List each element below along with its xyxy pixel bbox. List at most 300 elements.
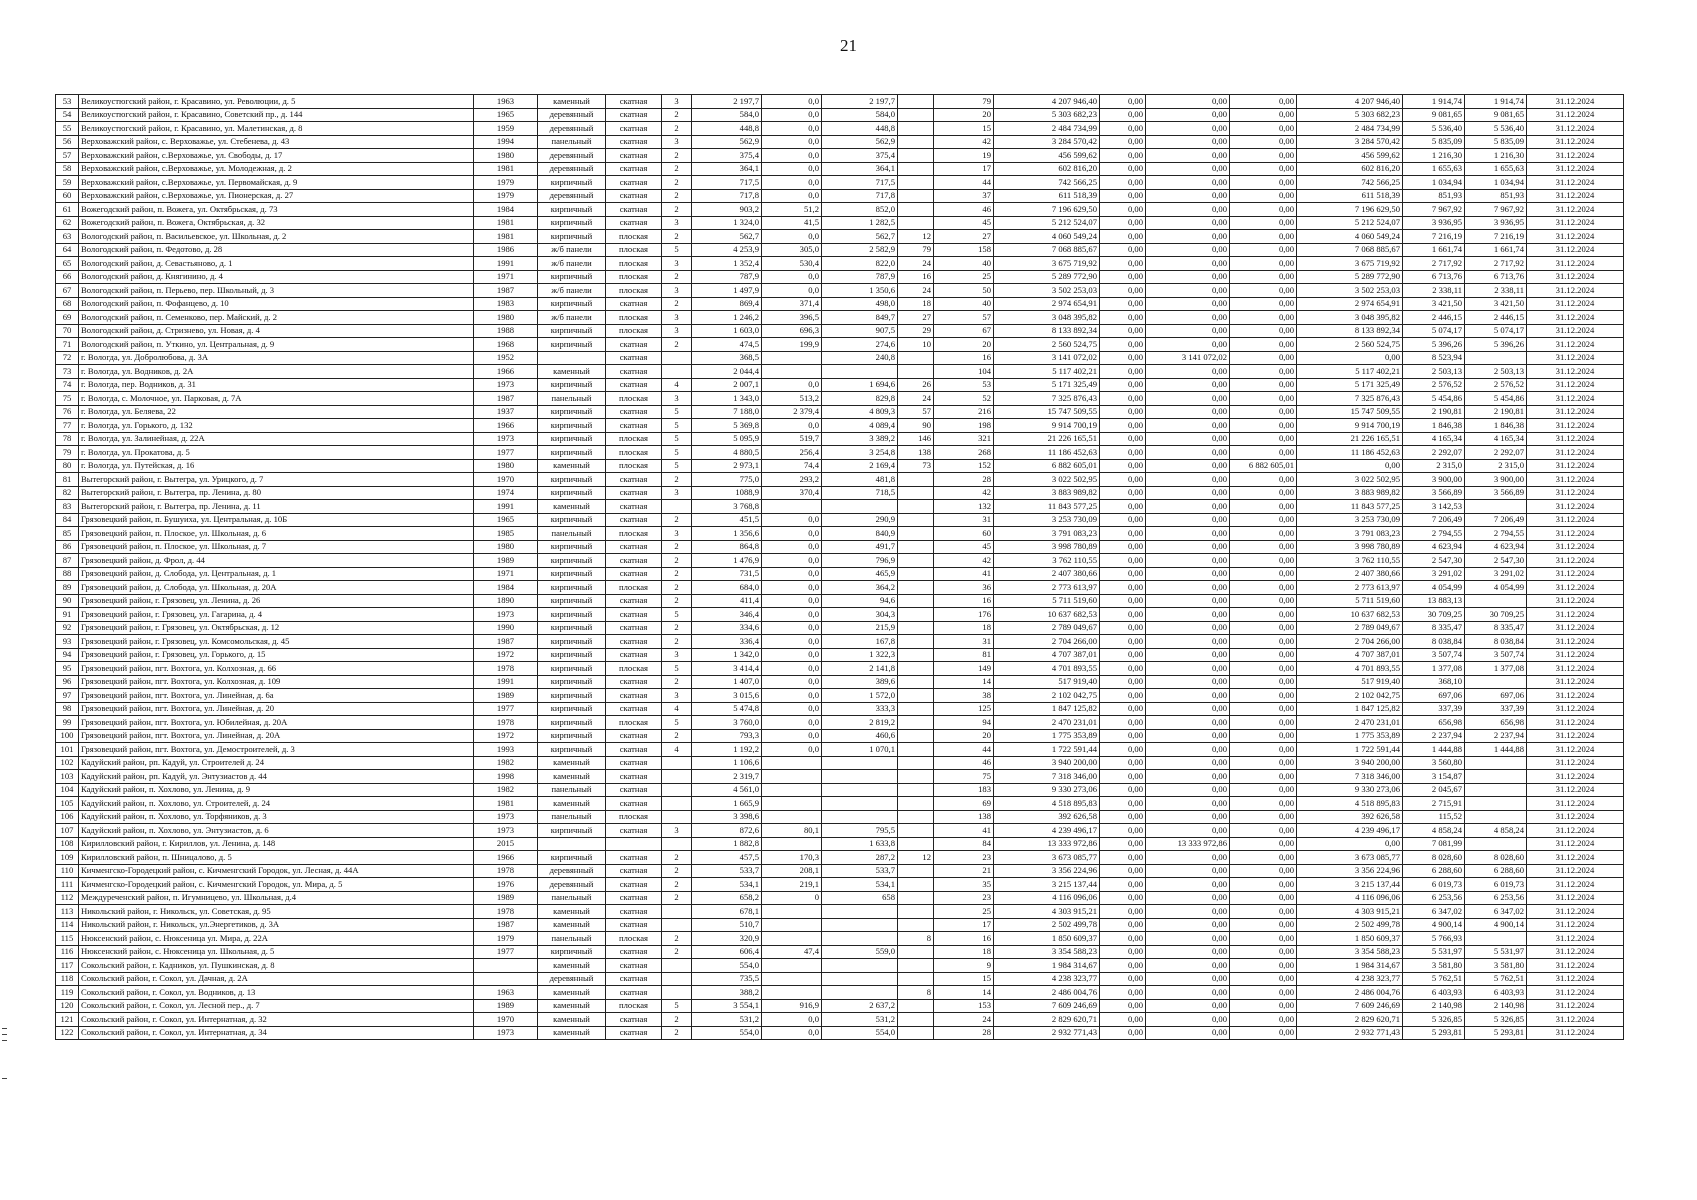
row-number-cell: 68	[56, 297, 79, 311]
table-row	[56, 689, 1624, 703]
residents-cell: 79	[934, 95, 994, 109]
residents-cell: 38	[934, 689, 994, 703]
residents-cell: 23	[934, 851, 994, 865]
wall-material-cell: каменный	[538, 959, 606, 973]
owner-funds-cell: 3 673 085,77	[1297, 851, 1403, 865]
address-cell: г. Вологда, пер. Водников, д. 31	[79, 378, 474, 392]
total-cost-cell: 456 599,62	[994, 149, 1100, 163]
residential-area-cell: 795,5	[822, 824, 898, 838]
address-cell: Кадуйский район, рп. Кадуй, ул. Энтузиастов д. 44	[79, 770, 474, 784]
completion-date-cell: 31.12.2024	[1527, 392, 1624, 406]
wall-material-cell: каменный	[538, 905, 606, 919]
owner-funds-cell: 7 068 885,67	[1297, 243, 1403, 257]
table-row	[56, 486, 1624, 500]
row-number-cell: 65	[56, 257, 79, 271]
address-cell: Вологодский район, п. Уткино, ул. Центральная, д. 9	[79, 338, 474, 352]
row-number-cell: 83	[56, 500, 79, 514]
limit-per-sqm-cell: 4 054,99	[1465, 581, 1527, 595]
completion-date-cell: 31.12.2024	[1527, 716, 1624, 730]
total-cost-cell: 2 407 380,66	[994, 567, 1100, 581]
apartments-cell	[898, 891, 934, 905]
nonresidential-area-cell: 370,4	[762, 486, 822, 500]
residents-cell: 183	[934, 783, 994, 797]
floors-cell: 2	[662, 621, 692, 635]
total-cost-cell: 2 502 499,78	[994, 918, 1100, 932]
floors-cell: 2	[662, 878, 692, 892]
completion-date-cell: 31.12.2024	[1527, 338, 1624, 352]
completion-date-cell: 31.12.2024	[1527, 257, 1624, 271]
address-cell: Великоустюгский район, г. Красавино, Советский пр., д. 144	[79, 108, 474, 122]
completion-date-cell: 31.12.2024	[1527, 594, 1624, 608]
local-funds-cell: 0,00	[1230, 405, 1297, 419]
roof-type-cell: скатная	[606, 405, 662, 419]
margin-mark	[2, 1078, 7, 1079]
apartments-cell	[898, 189, 934, 203]
limit-per-sqm-cell: 2 190,81	[1465, 405, 1527, 419]
roof-type-cell: скатная	[606, 743, 662, 757]
completion-date-cell: 31.12.2024	[1527, 486, 1624, 500]
nonresidential-area-cell	[762, 959, 822, 973]
address-cell: г. Вологда, ул. Горького, д. 132	[79, 419, 474, 433]
local-funds-cell: 0,00	[1230, 324, 1297, 338]
owner-funds-cell: 4 238 323,77	[1297, 972, 1403, 986]
cost-per-sqm-cell: 8 335,47	[1403, 621, 1465, 635]
cost-per-sqm-cell: 2 576,52	[1403, 378, 1465, 392]
row-number-cell: 108	[56, 837, 79, 851]
nonresidential-area-cell: 170,3	[762, 851, 822, 865]
completion-date-cell: 31.12.2024	[1527, 986, 1624, 1000]
residents-cell: 23	[934, 891, 994, 905]
local-funds-cell: 0,00	[1230, 567, 1297, 581]
total-area-cell: 3 414,4	[692, 662, 762, 676]
address-cell: Вологодский район, д. Княгинино, д. 4	[79, 270, 474, 284]
local-funds-cell: 0,00	[1230, 810, 1297, 824]
residents-cell: 36	[934, 581, 994, 595]
nonresidential-area-cell: 0,0	[762, 716, 822, 730]
residential-area-cell: 460,6	[822, 729, 898, 743]
year-built-cell: 1973	[474, 608, 538, 622]
table-row	[56, 135, 1624, 149]
address-cell: Вологодский район, п. Семенково, пер. Майский, д. 2	[79, 311, 474, 325]
total-area-cell: 448,8	[692, 122, 762, 136]
floors-cell: 3	[662, 824, 692, 838]
total-area-cell: 1 407,0	[692, 675, 762, 689]
table-row	[56, 567, 1624, 581]
apartments-cell	[898, 878, 934, 892]
roof-type-cell: скатная	[606, 864, 662, 878]
nonresidential-area-cell: 0,0	[762, 149, 822, 163]
nonresidential-area-cell: 0,0	[762, 230, 822, 244]
wall-material-cell: кирпичный	[538, 621, 606, 635]
regional-funds-cell: 0,00	[1146, 311, 1230, 325]
local-funds-cell: 0,00	[1230, 149, 1297, 163]
limit-per-sqm-cell: 3 900,00	[1465, 473, 1527, 487]
total-area-cell: 320,9	[692, 932, 762, 946]
regional-funds-cell: 0,00	[1146, 527, 1230, 541]
year-built-cell: 1974	[474, 486, 538, 500]
regional-funds-cell: 0,00	[1146, 189, 1230, 203]
row-number-cell: 111	[56, 878, 79, 892]
limit-per-sqm-cell: 8 028,60	[1465, 851, 1527, 865]
roof-type-cell: плоская	[606, 810, 662, 824]
owner-funds-cell: 5 289 772,90	[1297, 270, 1403, 284]
apartments-cell	[898, 675, 934, 689]
floors-cell: 3	[662, 689, 692, 703]
wall-material-cell: панельный	[538, 527, 606, 541]
total-cost-cell: 3 675 719,92	[994, 257, 1100, 271]
address-cell: Грязовецкий район, д. Слобода, ул. Школьная, д. 20А	[79, 581, 474, 595]
year-built-cell: 1989	[474, 891, 538, 905]
cost-per-sqm-cell: 851,93	[1403, 189, 1465, 203]
year-built-cell: 1963	[474, 986, 538, 1000]
limit-per-sqm-cell	[1465, 756, 1527, 770]
wall-material-cell: кирпичный	[538, 716, 606, 730]
residents-cell: 81	[934, 648, 994, 662]
cost-per-sqm-cell: 3 900,00	[1403, 473, 1465, 487]
cost-per-sqm-cell: 3 142,53	[1403, 500, 1465, 514]
limit-per-sqm-cell	[1465, 932, 1527, 946]
local-funds-cell: 0,00	[1230, 729, 1297, 743]
year-built-cell: 1973	[474, 378, 538, 392]
address-cell: Грязовецкий район, г. Грязовец, ул. Ленина, д. 26	[79, 594, 474, 608]
federal-funds-cell: 0,00	[1100, 162, 1146, 176]
residential-area-cell: 2 141,8	[822, 662, 898, 676]
total-area-cell: 793,3	[692, 729, 762, 743]
year-built-cell	[474, 959, 538, 973]
residents-cell: 27	[934, 230, 994, 244]
local-funds-cell: 0,00	[1230, 959, 1297, 973]
roof-type-cell: скатная	[606, 945, 662, 959]
table-row	[56, 770, 1624, 784]
wall-material-cell: каменный	[538, 1026, 606, 1040]
cost-per-sqm-cell: 5 536,40	[1403, 122, 1465, 136]
year-built-cell: 1963	[474, 95, 538, 109]
apartments-cell	[898, 797, 934, 811]
residents-cell: 41	[934, 824, 994, 838]
limit-per-sqm-cell: 6 713,76	[1465, 270, 1527, 284]
apartments-cell	[898, 756, 934, 770]
local-funds-cell: 0,00	[1230, 756, 1297, 770]
apartments-cell	[898, 527, 934, 541]
table-row	[56, 662, 1624, 676]
residential-area-cell: 481,8	[822, 473, 898, 487]
total-cost-cell: 10 637 682,53	[994, 608, 1100, 622]
completion-date-cell: 31.12.2024	[1527, 837, 1624, 851]
total-area-cell: 346,4	[692, 608, 762, 622]
apartments-cell	[898, 959, 934, 973]
year-built-cell: 1993	[474, 743, 538, 757]
apartments-cell	[898, 810, 934, 824]
residential-area-cell	[822, 770, 898, 784]
table-row	[56, 311, 1624, 325]
completion-date-cell: 31.12.2024	[1527, 729, 1624, 743]
row-number-cell: 61	[56, 203, 79, 217]
local-funds-cell: 0,00	[1230, 311, 1297, 325]
regional-funds-cell: 0,00	[1146, 108, 1230, 122]
total-area-cell: 1 497,9	[692, 284, 762, 298]
regional-funds-cell: 0,00	[1146, 851, 1230, 865]
row-number-cell: 71	[56, 338, 79, 352]
row-number-cell: 75	[56, 392, 79, 406]
nonresidential-area-cell: 41,5	[762, 216, 822, 230]
total-area-cell: 2 044,4	[692, 365, 762, 379]
total-area-cell: 1 106,6	[692, 756, 762, 770]
regional-funds-cell: 0,00	[1146, 473, 1230, 487]
wall-material-cell: кирпичный	[538, 635, 606, 649]
regional-funds-cell: 0,00	[1146, 824, 1230, 838]
total-area-cell: 7 188,0	[692, 405, 762, 419]
local-funds-cell: 0,00	[1230, 284, 1297, 298]
roof-type-cell: скатная	[606, 770, 662, 784]
residential-area-cell: 1 282,5	[822, 216, 898, 230]
completion-date-cell: 31.12.2024	[1527, 567, 1624, 581]
wall-material-cell: панельный	[538, 932, 606, 946]
row-number-cell: 95	[56, 662, 79, 676]
cost-per-sqm-cell: 2 338,11	[1403, 284, 1465, 298]
owner-funds-cell: 4 207 946,40	[1297, 95, 1403, 109]
address-cell: Верховажский район, с.Верховажье, ул. Свободы, д. 17	[79, 149, 474, 163]
row-number-cell: 64	[56, 243, 79, 257]
cost-per-sqm-cell: 8 523,94	[1403, 351, 1465, 365]
limit-per-sqm-cell	[1465, 810, 1527, 824]
total-cost-cell: 2 789 049,67	[994, 621, 1100, 635]
federal-funds-cell: 0,00	[1100, 392, 1146, 406]
regional-funds-cell: 0,00	[1146, 149, 1230, 163]
owner-funds-cell: 1 722 591,44	[1297, 743, 1403, 757]
row-number-cell: 109	[56, 851, 79, 865]
completion-date-cell: 31.12.2024	[1527, 108, 1624, 122]
roof-type-cell: скатная	[606, 351, 662, 365]
total-cost-cell: 9 330 273,06	[994, 783, 1100, 797]
wall-material-cell: деревянный	[538, 864, 606, 878]
total-cost-cell: 3 762 110,55	[994, 554, 1100, 568]
roof-type-cell: скатная	[606, 918, 662, 932]
local-funds-cell: 0,00	[1230, 176, 1297, 190]
owner-funds-cell: 4 060 549,24	[1297, 230, 1403, 244]
row-number-cell: 106	[56, 810, 79, 824]
total-area-cell: 4 253,9	[692, 243, 762, 257]
federal-funds-cell: 0,00	[1100, 122, 1146, 136]
federal-funds-cell: 0,00	[1100, 621, 1146, 635]
wall-material-cell: кирпичный	[538, 567, 606, 581]
limit-per-sqm-cell: 7 216,19	[1465, 230, 1527, 244]
table-row	[56, 351, 1624, 365]
apartments-cell	[898, 1013, 934, 1027]
floors-cell	[662, 365, 692, 379]
completion-date-cell: 31.12.2024	[1527, 675, 1624, 689]
limit-per-sqm-cell: 3 581,80	[1465, 959, 1527, 973]
limit-per-sqm-cell: 6 288,60	[1465, 864, 1527, 878]
wall-material-cell: кирпичный	[538, 338, 606, 352]
year-built-cell: 1987	[474, 284, 538, 298]
address-cell: Грязовецкий район, пгт. Вохтога, ул. Колхозная, д. 109	[79, 675, 474, 689]
residents-cell: 44	[934, 743, 994, 757]
residential-area-cell	[822, 932, 898, 946]
federal-funds-cell: 0,00	[1100, 878, 1146, 892]
completion-date-cell: 31.12.2024	[1527, 756, 1624, 770]
table-row	[56, 905, 1624, 919]
owner-funds-cell: 10 637 682,53	[1297, 608, 1403, 622]
local-funds-cell: 0,00	[1230, 743, 1297, 757]
address-cell: Верховажский район, с.Верховажье, ул. Первомайская, д. 9	[79, 176, 474, 190]
completion-date-cell: 31.12.2024	[1527, 540, 1624, 554]
federal-funds-cell: 0,00	[1100, 743, 1146, 757]
apartments-cell	[898, 216, 934, 230]
nonresidential-area-cell: 74,4	[762, 459, 822, 473]
nonresidential-area-cell	[762, 932, 822, 946]
local-funds-cell: 0,00	[1230, 864, 1297, 878]
table-row	[56, 324, 1624, 338]
table-row	[56, 108, 1624, 122]
regional-funds-cell: 0,00	[1146, 365, 1230, 379]
wall-material-cell: деревянный	[538, 108, 606, 122]
address-cell: Сокольский район, г. Сокол, ул. Интернатная, д. 32	[79, 1013, 474, 1027]
year-built-cell: 1970	[474, 1013, 538, 1027]
limit-per-sqm-cell	[1465, 837, 1527, 851]
cost-per-sqm-cell: 656,98	[1403, 716, 1465, 730]
residential-area-cell: 1 633,8	[822, 837, 898, 851]
nonresidential-area-cell: 0,0	[762, 581, 822, 595]
completion-date-cell: 31.12.2024	[1527, 270, 1624, 284]
federal-funds-cell: 0,00	[1100, 284, 1146, 298]
nonresidential-area-cell: 519,7	[762, 432, 822, 446]
regional-funds-cell: 0,00	[1146, 1026, 1230, 1040]
completion-date-cell: 31.12.2024	[1527, 446, 1624, 460]
roof-type-cell: плоская	[606, 432, 662, 446]
wall-material-cell: каменный	[538, 999, 606, 1013]
apartments-cell	[898, 203, 934, 217]
local-funds-cell: 0,00	[1230, 716, 1297, 730]
federal-funds-cell: 0,00	[1100, 716, 1146, 730]
apartments-cell	[898, 716, 934, 730]
cost-per-sqm-cell: 1 034,94	[1403, 176, 1465, 190]
limit-per-sqm-cell: 7 967,92	[1465, 203, 1527, 217]
completion-date-cell: 31.12.2024	[1527, 419, 1624, 433]
wall-material-cell	[538, 837, 606, 851]
table-row	[56, 824, 1624, 838]
nonresidential-area-cell: 0,0	[762, 378, 822, 392]
completion-date-cell: 31.12.2024	[1527, 635, 1624, 649]
roof-type-cell: скатная	[606, 365, 662, 379]
federal-funds-cell: 0,00	[1100, 729, 1146, 743]
federal-funds-cell: 0,00	[1100, 135, 1146, 149]
total-cost-cell: 5 303 682,23	[994, 108, 1100, 122]
row-number-cell: 74	[56, 378, 79, 392]
residents-cell: 16	[934, 351, 994, 365]
roof-type-cell: скатная	[606, 135, 662, 149]
federal-funds-cell: 0,00	[1100, 216, 1146, 230]
nonresidential-area-cell: 0,0	[762, 419, 822, 433]
table-row	[56, 419, 1624, 433]
row-number-cell: 57	[56, 149, 79, 163]
completion-date-cell: 31.12.2024	[1527, 554, 1624, 568]
owner-funds-cell: 742 566,25	[1297, 176, 1403, 190]
owner-funds-cell: 7 609 246,69	[1297, 999, 1403, 1013]
row-number-cell: 79	[56, 446, 79, 460]
residents-cell: 25	[934, 905, 994, 919]
cost-per-sqm-cell: 5 074,17	[1403, 324, 1465, 338]
roof-type-cell: скатная	[606, 419, 662, 433]
completion-date-cell: 31.12.2024	[1527, 608, 1624, 622]
nonresidential-area-cell: 0	[762, 891, 822, 905]
regional-funds-cell: 0,00	[1146, 176, 1230, 190]
apartments-cell	[898, 864, 934, 878]
local-funds-cell: 0,00	[1230, 500, 1297, 514]
wall-material-cell: деревянный	[538, 149, 606, 163]
wall-material-cell: кирпичный	[538, 554, 606, 568]
residential-area-cell: 1 694,6	[822, 378, 898, 392]
wall-material-cell: кирпичный	[538, 581, 606, 595]
regional-funds-cell: 0,00	[1146, 540, 1230, 554]
regional-funds-cell: 0,00	[1146, 945, 1230, 959]
limit-per-sqm-cell: 3 507,74	[1465, 648, 1527, 662]
apartments-cell: 29	[898, 324, 934, 338]
address-cell: Грязовецкий район, пгт. Вохтога, ул. Линейная, д. 20А	[79, 729, 474, 743]
total-area-cell: 678,1	[692, 905, 762, 919]
apartments-cell	[898, 473, 934, 487]
regional-funds-cell: 0,00	[1146, 878, 1230, 892]
floors-cell	[662, 959, 692, 973]
limit-per-sqm-cell: 5 536,40	[1465, 122, 1527, 136]
total-cost-cell: 3 022 502,95	[994, 473, 1100, 487]
completion-date-cell: 31.12.2024	[1527, 473, 1624, 487]
floors-cell: 2	[662, 594, 692, 608]
table-row	[56, 230, 1624, 244]
regional-funds-cell: 0,00	[1146, 972, 1230, 986]
row-number-cell: 107	[56, 824, 79, 838]
nonresidential-area-cell: 0,0	[762, 729, 822, 743]
federal-funds-cell: 0,00	[1100, 95, 1146, 109]
table-row	[56, 405, 1624, 419]
nonresidential-area-cell: 0,0	[762, 270, 822, 284]
limit-per-sqm-cell: 6 253,56	[1465, 891, 1527, 905]
cost-per-sqm-cell: 3 291,02	[1403, 567, 1465, 581]
address-cell: Кирилловский район, п. Шницалово, д. 5	[79, 851, 474, 865]
completion-date-cell: 31.12.2024	[1527, 513, 1624, 527]
residential-area-cell: 465,9	[822, 567, 898, 581]
limit-per-sqm-cell: 2 237,94	[1465, 729, 1527, 743]
federal-funds-cell: 0,00	[1100, 581, 1146, 595]
nonresidential-area-cell: 513,2	[762, 392, 822, 406]
completion-date-cell: 31.12.2024	[1527, 891, 1624, 905]
roof-type-cell: плоская	[606, 446, 662, 460]
residents-cell: 31	[934, 513, 994, 527]
total-cost-cell: 5 171 325,49	[994, 378, 1100, 392]
total-cost-cell: 3 215 137,44	[994, 878, 1100, 892]
regional-funds-cell: 0,00	[1146, 770, 1230, 784]
table-row	[56, 257, 1624, 271]
total-cost-cell: 2 470 231,01	[994, 716, 1100, 730]
completion-date-cell: 31.12.2024	[1527, 972, 1624, 986]
total-area-cell: 731,5	[692, 567, 762, 581]
wall-material-cell: панельный	[538, 810, 606, 824]
owner-funds-cell: 0,00	[1297, 837, 1403, 851]
wall-material-cell: панельный	[538, 783, 606, 797]
address-cell: Грязовецкий район, пгт. Вохтога, ул. Демостроителей, д. 3	[79, 743, 474, 757]
floors-cell	[662, 756, 692, 770]
year-built-cell: 1991	[474, 257, 538, 271]
roof-type-cell: плоская	[606, 527, 662, 541]
address-cell: Сокольский район, г. Сокол, ул. Лесной пер., д. 7	[79, 999, 474, 1013]
regional-funds-cell: 0,00	[1146, 648, 1230, 662]
completion-date-cell: 31.12.2024	[1527, 945, 1624, 959]
federal-funds-cell: 0,00	[1100, 837, 1146, 851]
federal-funds-cell: 0,00	[1100, 540, 1146, 554]
address-cell: Грязовецкий район, п. Бушуиха, ул. Центральная, д. 10Б	[79, 513, 474, 527]
federal-funds-cell: 0,00	[1100, 608, 1146, 622]
residential-area-cell	[822, 986, 898, 1000]
total-area-cell: 5 369,8	[692, 419, 762, 433]
